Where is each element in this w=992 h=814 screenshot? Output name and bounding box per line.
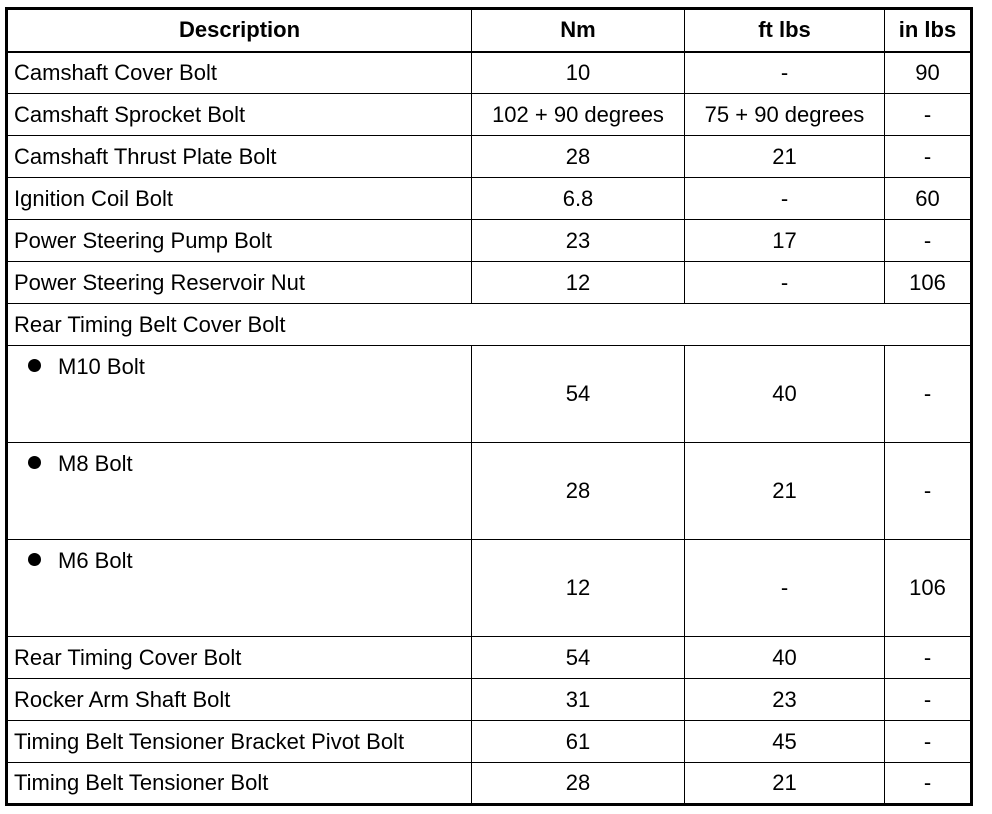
cell-ft-lbs: -: [685, 178, 885, 220]
cell-ft-lbs: 23: [685, 679, 885, 721]
cell-in-lbs: -: [885, 346, 972, 443]
cell-ft-lbs: 21: [685, 136, 885, 178]
cell-in-lbs: -: [885, 637, 972, 679]
sub-description-label: M6 Bolt: [58, 548, 133, 573]
cell-ft-lbs: 40: [685, 346, 885, 443]
cell-nm: 102 + 90 degrees: [472, 94, 685, 136]
cell-ft-lbs: 21: [685, 763, 885, 805]
bullet-icon: [28, 359, 41, 372]
cell-description: Timing Belt Tensioner Bolt: [7, 763, 472, 805]
table-subrow: [7, 346, 972, 443]
cell-description: Timing Belt Tensioner Bracket Pivot Bolt: [7, 721, 472, 763]
bullet-icon: [28, 456, 41, 469]
cell-description: Power Steering Reservoir Nut: [7, 262, 472, 304]
cell-in-lbs: -: [885, 721, 972, 763]
cell-nm: 54: [472, 346, 685, 443]
cell-nm: 12: [472, 540, 685, 637]
table-row: [7, 721, 972, 763]
table-row: [7, 763, 972, 805]
cell-sub-description: [7, 443, 472, 540]
bullet-icon: [28, 553, 41, 566]
cell-description: Rocker Arm Shaft Bolt: [7, 679, 472, 721]
cell-nm: 54: [472, 637, 685, 679]
cell-sub-description: [7, 346, 472, 443]
cell-sub-description: [7, 540, 472, 637]
torque-specification-table: [5, 7, 973, 806]
cell-ft-lbs: 45: [685, 721, 885, 763]
cell-in-lbs: -: [885, 679, 972, 721]
cell-group-description: Rear Timing Belt Cover Bolt: [7, 304, 972, 346]
table-subrow: [7, 540, 972, 637]
cell-nm: 28: [472, 763, 685, 805]
cell-description: Ignition Coil Bolt: [7, 178, 472, 220]
cell-nm: 28: [472, 136, 685, 178]
cell-ft-lbs: 17: [685, 220, 885, 262]
cell-in-lbs: -: [885, 443, 972, 540]
cell-in-lbs: -: [885, 220, 972, 262]
cell-description: Camshaft Cover Bolt: [7, 52, 472, 94]
cell-in-lbs: -: [885, 94, 972, 136]
table-header-row: [7, 9, 972, 52]
cell-nm: 61: [472, 721, 685, 763]
cell-nm: 31: [472, 679, 685, 721]
header-ft-lbs: ft lbs: [685, 9, 885, 52]
cell-nm: 12: [472, 262, 685, 304]
table-group-row: [7, 304, 972, 346]
table-row: [7, 637, 972, 679]
table-subrow: [7, 443, 972, 540]
cell-in-lbs: -: [885, 763, 972, 805]
cell-ft-lbs: -: [685, 52, 885, 94]
table-row: [7, 178, 972, 220]
table-row: [7, 52, 972, 94]
cell-nm: 6.8: [472, 178, 685, 220]
cell-ft-lbs: -: [685, 262, 885, 304]
table-row: [7, 262, 972, 304]
cell-description: Camshaft Sprocket Bolt: [7, 94, 472, 136]
cell-nm: 28: [472, 443, 685, 540]
header-in-lbs: in lbs: [885, 9, 972, 52]
table-row: [7, 679, 972, 721]
sub-description-label: M10 Bolt: [58, 354, 145, 379]
cell-nm: 10: [472, 52, 685, 94]
cell-description: Rear Timing Cover Bolt: [7, 637, 472, 679]
cell-ft-lbs: 40: [685, 637, 885, 679]
table-row: [7, 136, 972, 178]
cell-in-lbs: 106: [885, 262, 972, 304]
header-description: Description: [7, 9, 472, 52]
cell-ft-lbs: 21: [685, 443, 885, 540]
cell-in-lbs: 60: [885, 178, 972, 220]
cell-ft-lbs: 75 + 90 degrees: [685, 94, 885, 136]
cell-nm: 23: [472, 220, 685, 262]
sub-description-label: M8 Bolt: [58, 451, 133, 476]
cell-in-lbs: 90: [885, 52, 972, 94]
cell-in-lbs: 106: [885, 540, 972, 637]
table-row: [7, 94, 972, 136]
cell-in-lbs: -: [885, 136, 972, 178]
cell-ft-lbs: -: [685, 540, 885, 637]
header-nm: Nm: [472, 9, 685, 52]
table-row: [7, 220, 972, 262]
cell-description: Camshaft Thrust Plate Bolt: [7, 136, 472, 178]
cell-description: Power Steering Pump Bolt: [7, 220, 472, 262]
